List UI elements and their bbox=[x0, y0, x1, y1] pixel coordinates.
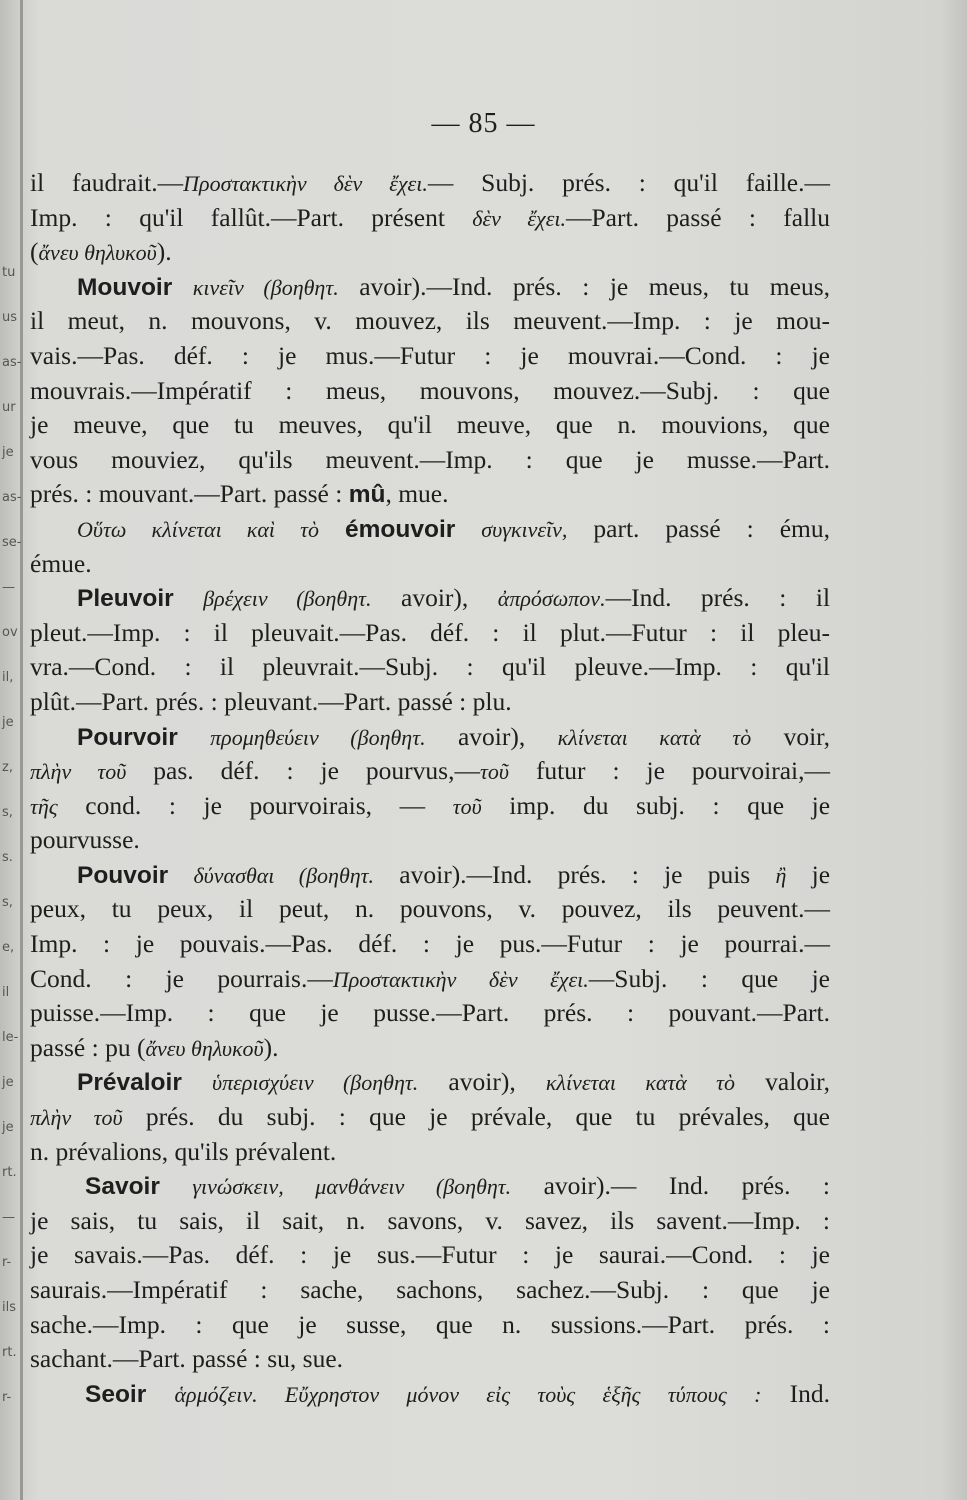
text-segment: imp. du subj. : que je bbox=[481, 790, 831, 820]
greek-gloss: ἢ bbox=[775, 862, 787, 888]
greek-gloss: βρέχειν (βοηθητ. bbox=[203, 586, 372, 612]
greek-gloss: δύνασθαι (βοηθητ. bbox=[193, 862, 375, 888]
text-line bbox=[30, 547, 830, 582]
text-segment: Imp. : je pouvais.—Pas. déf. : je pus.—Futur : je pourrai.— bbox=[30, 929, 830, 959]
text-segment bbox=[319, 514, 345, 543]
text-line bbox=[30, 962, 830, 997]
text-line bbox=[30, 1031, 830, 1066]
text-segment: —Subj. : que je bbox=[588, 963, 831, 993]
text-line bbox=[30, 235, 830, 270]
greek-gloss: κλίνεται κατὰ τὸ bbox=[557, 724, 752, 750]
bleed-fragment: tu bbox=[2, 265, 16, 280]
bleed-fragment: je bbox=[2, 715, 14, 730]
verb-headword: Mouvoir bbox=[77, 273, 173, 301]
text-line bbox=[30, 1273, 830, 1308]
bleed-fragment: — bbox=[2, 580, 15, 595]
text-segment: voir, bbox=[751, 721, 831, 751]
text-segment: pas. déf. : je pourvus,— bbox=[126, 756, 480, 786]
greek-gloss: γινώσκειν, μανθάνειν (βοηθητ. bbox=[192, 1174, 512, 1200]
greek-gloss: Οὕτω κλίνεται καὶ τὸ bbox=[77, 516, 320, 542]
greek-gloss: Προστακτικὴν δὲν ἔχει. bbox=[183, 171, 428, 196]
text-line bbox=[30, 823, 830, 858]
bleed-fragment: ov bbox=[2, 625, 18, 640]
text-line bbox=[30, 1169, 830, 1204]
text-line bbox=[30, 443, 830, 478]
text-line bbox=[30, 339, 830, 374]
text-line bbox=[30, 581, 830, 616]
text-segment: avoir), bbox=[418, 1067, 546, 1097]
bleed-fragment: e, bbox=[2, 940, 15, 955]
text-line bbox=[30, 720, 830, 755]
greek-gloss: ὑπερισχύειν (βοηθητ. bbox=[212, 1070, 419, 1096]
text-line bbox=[30, 1100, 830, 1135]
greek-gloss: Προστακτικὴν δὲν ἔχει. bbox=[332, 966, 589, 992]
text-line bbox=[30, 1342, 830, 1377]
text-segment: pleut.—Imp. : il pleuvait.—Pas. déf. : il plut.—Futur : il pleu- bbox=[30, 617, 830, 647]
text-segment: avoir).—Ind. prés. : je meus, tu meus, bbox=[338, 271, 831, 301]
text-segment: Imp. : qu'il fallût.—Part. présent bbox=[30, 202, 473, 232]
greek-gloss: τῆς bbox=[30, 793, 58, 819]
greek-gloss: κλίνεται κατὰ τὸ bbox=[545, 1070, 736, 1096]
bleed-fragment: s, bbox=[2, 895, 13, 910]
text-line bbox=[30, 892, 830, 927]
verb-headword: Prévaloir bbox=[77, 1069, 182, 1097]
text-segment: puisse.—Imp. : que je pusse.—Part. prés. : pouvant.—Part. bbox=[30, 998, 830, 1028]
text-segment: il faudrait.— bbox=[30, 168, 184, 197]
text-segment: je sais, tu sais, il sait, n. savons, v. savez, ils savent.—Imp. : bbox=[30, 1205, 830, 1235]
text-segment: plût.—Part. prés. : pleuvant.—Part. passé : plu. bbox=[30, 686, 512, 716]
bleed-fragment: — bbox=[2, 1210, 15, 1225]
greek-gloss: ἀπρόσωπον. bbox=[497, 586, 606, 612]
bleed-fragment: rt. bbox=[2, 1165, 17, 1180]
text-line bbox=[30, 1065, 830, 1100]
text-segment: émue. bbox=[30, 548, 92, 578]
bleed-fragment: se- bbox=[2, 535, 22, 550]
text-segment: sache.—Imp. : que je susse, que n. sussions.—Part. prés. : bbox=[30, 1309, 830, 1339]
greek-gloss: πλὴν τοῦ bbox=[30, 759, 127, 785]
text-line bbox=[30, 754, 830, 789]
verb-headword: Pourvoir bbox=[77, 723, 178, 751]
spine-edge bbox=[20, 0, 23, 1500]
text-segment: avoir), bbox=[371, 583, 498, 613]
text-segment: —Part. passé : fallu bbox=[566, 202, 830, 232]
bleed-fragment: as- bbox=[2, 355, 22, 370]
text-line bbox=[30, 1135, 830, 1170]
text-segment bbox=[455, 514, 481, 543]
text-segment: avoir), bbox=[425, 721, 558, 751]
text-segment: je savais.—Pas. déf. : je sus.—Futur : je saurai.—Cond. : je bbox=[30, 1240, 830, 1270]
text-segment: ( bbox=[30, 237, 39, 267]
text-segment: avoir).—Ind. prés. : je puis bbox=[374, 859, 776, 889]
greek-gloss: προμηθεύειν (βοηθητ. bbox=[210, 724, 426, 750]
text-line bbox=[30, 858, 830, 893]
text-segment: —Ind. prés. : il bbox=[605, 583, 831, 613]
text-segment: , mue. bbox=[385, 479, 449, 509]
text-segment: n. prévalions, qu'ils prévalent. bbox=[30, 1136, 337, 1166]
text-segment: je meuve, que tu meuves, qu'il meuve, que n. mouvions, que bbox=[30, 410, 830, 440]
text-segment: sachant.—Part. passé : su, sue. bbox=[30, 1344, 344, 1374]
verb-headword: émouvoir bbox=[345, 515, 456, 543]
text-segment bbox=[168, 860, 193, 889]
bleed-fragment: s. bbox=[2, 850, 13, 865]
text-line bbox=[30, 1204, 830, 1239]
text-line bbox=[30, 616, 830, 651]
bleed-fragment: le- bbox=[2, 1030, 19, 1045]
verb-headword: Pouvoir bbox=[77, 861, 169, 889]
text-segment: futur : je pourvoirai,— bbox=[508, 756, 830, 786]
greek-gloss: κινεῖν (βοηθητ. bbox=[192, 274, 339, 300]
bleed-fragment: us bbox=[2, 310, 18, 325]
page-number: — 85 — bbox=[431, 108, 536, 139]
bleed-fragment: s, bbox=[2, 805, 13, 820]
text-segment: Ind. bbox=[761, 1378, 831, 1408]
bleed-fragment: il, bbox=[2, 670, 14, 685]
bleed-fragment: je bbox=[2, 1075, 14, 1090]
text-segment: vous mouviez, qu'ils meuvent.—Imp. : que je musse.—Part. bbox=[30, 444, 830, 474]
text-segment: prés. du subj. : que je prévale, que tu prévales, que bbox=[122, 1102, 830, 1132]
text-segment bbox=[174, 583, 204, 612]
facing-page-bleed bbox=[0, 0, 22, 1500]
text-segment: saurais.—Impératif : sache, sachons, sachez.—Subj. : que je bbox=[30, 1275, 830, 1304]
greek-gloss: τοῦ bbox=[479, 759, 509, 785]
text-line bbox=[30, 166, 830, 201]
bleed-fragment: rt. bbox=[2, 1345, 17, 1360]
text-line bbox=[30, 304, 830, 339]
text-line bbox=[30, 996, 830, 1031]
bleed-fragment: r- bbox=[2, 1390, 12, 1405]
bleed-fragment: je bbox=[2, 445, 14, 460]
text-segment: pourvusse. bbox=[30, 825, 140, 855]
text-segment: valoir, bbox=[735, 1067, 831, 1097]
text-line bbox=[30, 927, 830, 962]
text-line bbox=[30, 1238, 830, 1273]
greek-gloss: πλὴν τοῦ bbox=[30, 1105, 123, 1131]
text-segment: peux, tu peux, il peut, n. pouvons, v. pouvez, ils peuvent.— bbox=[30, 894, 830, 924]
text-segment bbox=[146, 1379, 174, 1408]
greek-gloss: συγκινεῖν, bbox=[481, 516, 568, 542]
text-line bbox=[30, 789, 830, 824]
text-line bbox=[30, 270, 830, 305]
text-line bbox=[30, 1377, 830, 1412]
text-line bbox=[30, 201, 830, 236]
text-segment: Cond. : je pourrais.— bbox=[30, 963, 333, 993]
greek-gloss: ἄνευ θηλυκοῦ bbox=[145, 1035, 264, 1061]
text-line bbox=[30, 374, 830, 409]
text-segment: ). bbox=[156, 237, 172, 267]
text-segment: vais.—Pas. déf. : je mus.—Futur : je mouvrai.—Cond. : je bbox=[30, 340, 830, 370]
text-segment: avoir).— Ind. prés. : bbox=[511, 1171, 831, 1201]
text-line bbox=[30, 650, 830, 685]
verb-headword: mû bbox=[348, 481, 386, 509]
text-segment bbox=[178, 722, 210, 751]
verb-headword: Seoir bbox=[85, 1380, 147, 1408]
text-segment: mouvrais.—Impératif : meus, mouvons, mouvez.—Subj. : que bbox=[30, 375, 830, 405]
text-segment: prés. : mouvant.—Part. passé : bbox=[30, 479, 349, 509]
text-line bbox=[30, 1308, 830, 1343]
bleed-fragment: as- bbox=[2, 490, 22, 505]
text-line bbox=[30, 408, 830, 443]
text-segment: — Subj. prés. : qu'il faille.— bbox=[427, 168, 830, 197]
greek-gloss: τοῦ bbox=[452, 793, 482, 819]
text-segment bbox=[172, 272, 193, 301]
text-segment: je bbox=[786, 859, 831, 889]
text-line bbox=[30, 477, 830, 512]
text-segment: cond. : je pourvoirais, — bbox=[57, 790, 453, 820]
text-segment bbox=[160, 1171, 192, 1200]
greek-gloss: δὲν ἔχει. bbox=[472, 205, 566, 231]
verb-headword: Pleuvoir bbox=[77, 585, 174, 613]
text-segment bbox=[182, 1067, 212, 1096]
greek-gloss: ἄνευ θηλυκοῦ bbox=[38, 240, 157, 266]
text-segment: vra.—Cond. : il pleuvrait.—Subj. : qu'il pleuve.—Imp. : qu'il bbox=[30, 652, 830, 682]
text-segment: ). bbox=[263, 1032, 279, 1062]
text-line bbox=[30, 685, 830, 720]
verb-headword: Savoir bbox=[85, 1173, 160, 1201]
bleed-fragment: je bbox=[2, 1120, 14, 1135]
greek-gloss: ἁρμόζειν. Εὔχρηστον μόνον εἰς τοὺς ἑξῆς τύπους : bbox=[174, 1381, 762, 1407]
bleed-fragment: ils bbox=[2, 1300, 16, 1315]
bleed-fragment: r- bbox=[2, 1255, 12, 1270]
bleed-fragment: z, bbox=[2, 760, 13, 775]
text-line bbox=[30, 512, 830, 547]
text-segment: passé : pu ( bbox=[30, 1032, 146, 1062]
page-text bbox=[30, 166, 830, 1411]
bleed-fragment: il bbox=[2, 985, 10, 1000]
text-segment: part. passé : ému, bbox=[567, 513, 831, 543]
text-segment: il meut, n. mouvons, v. mouvez, ils meuvent.—Imp. : je mou- bbox=[30, 306, 830, 336]
bleed-fragment: ur bbox=[2, 400, 16, 415]
